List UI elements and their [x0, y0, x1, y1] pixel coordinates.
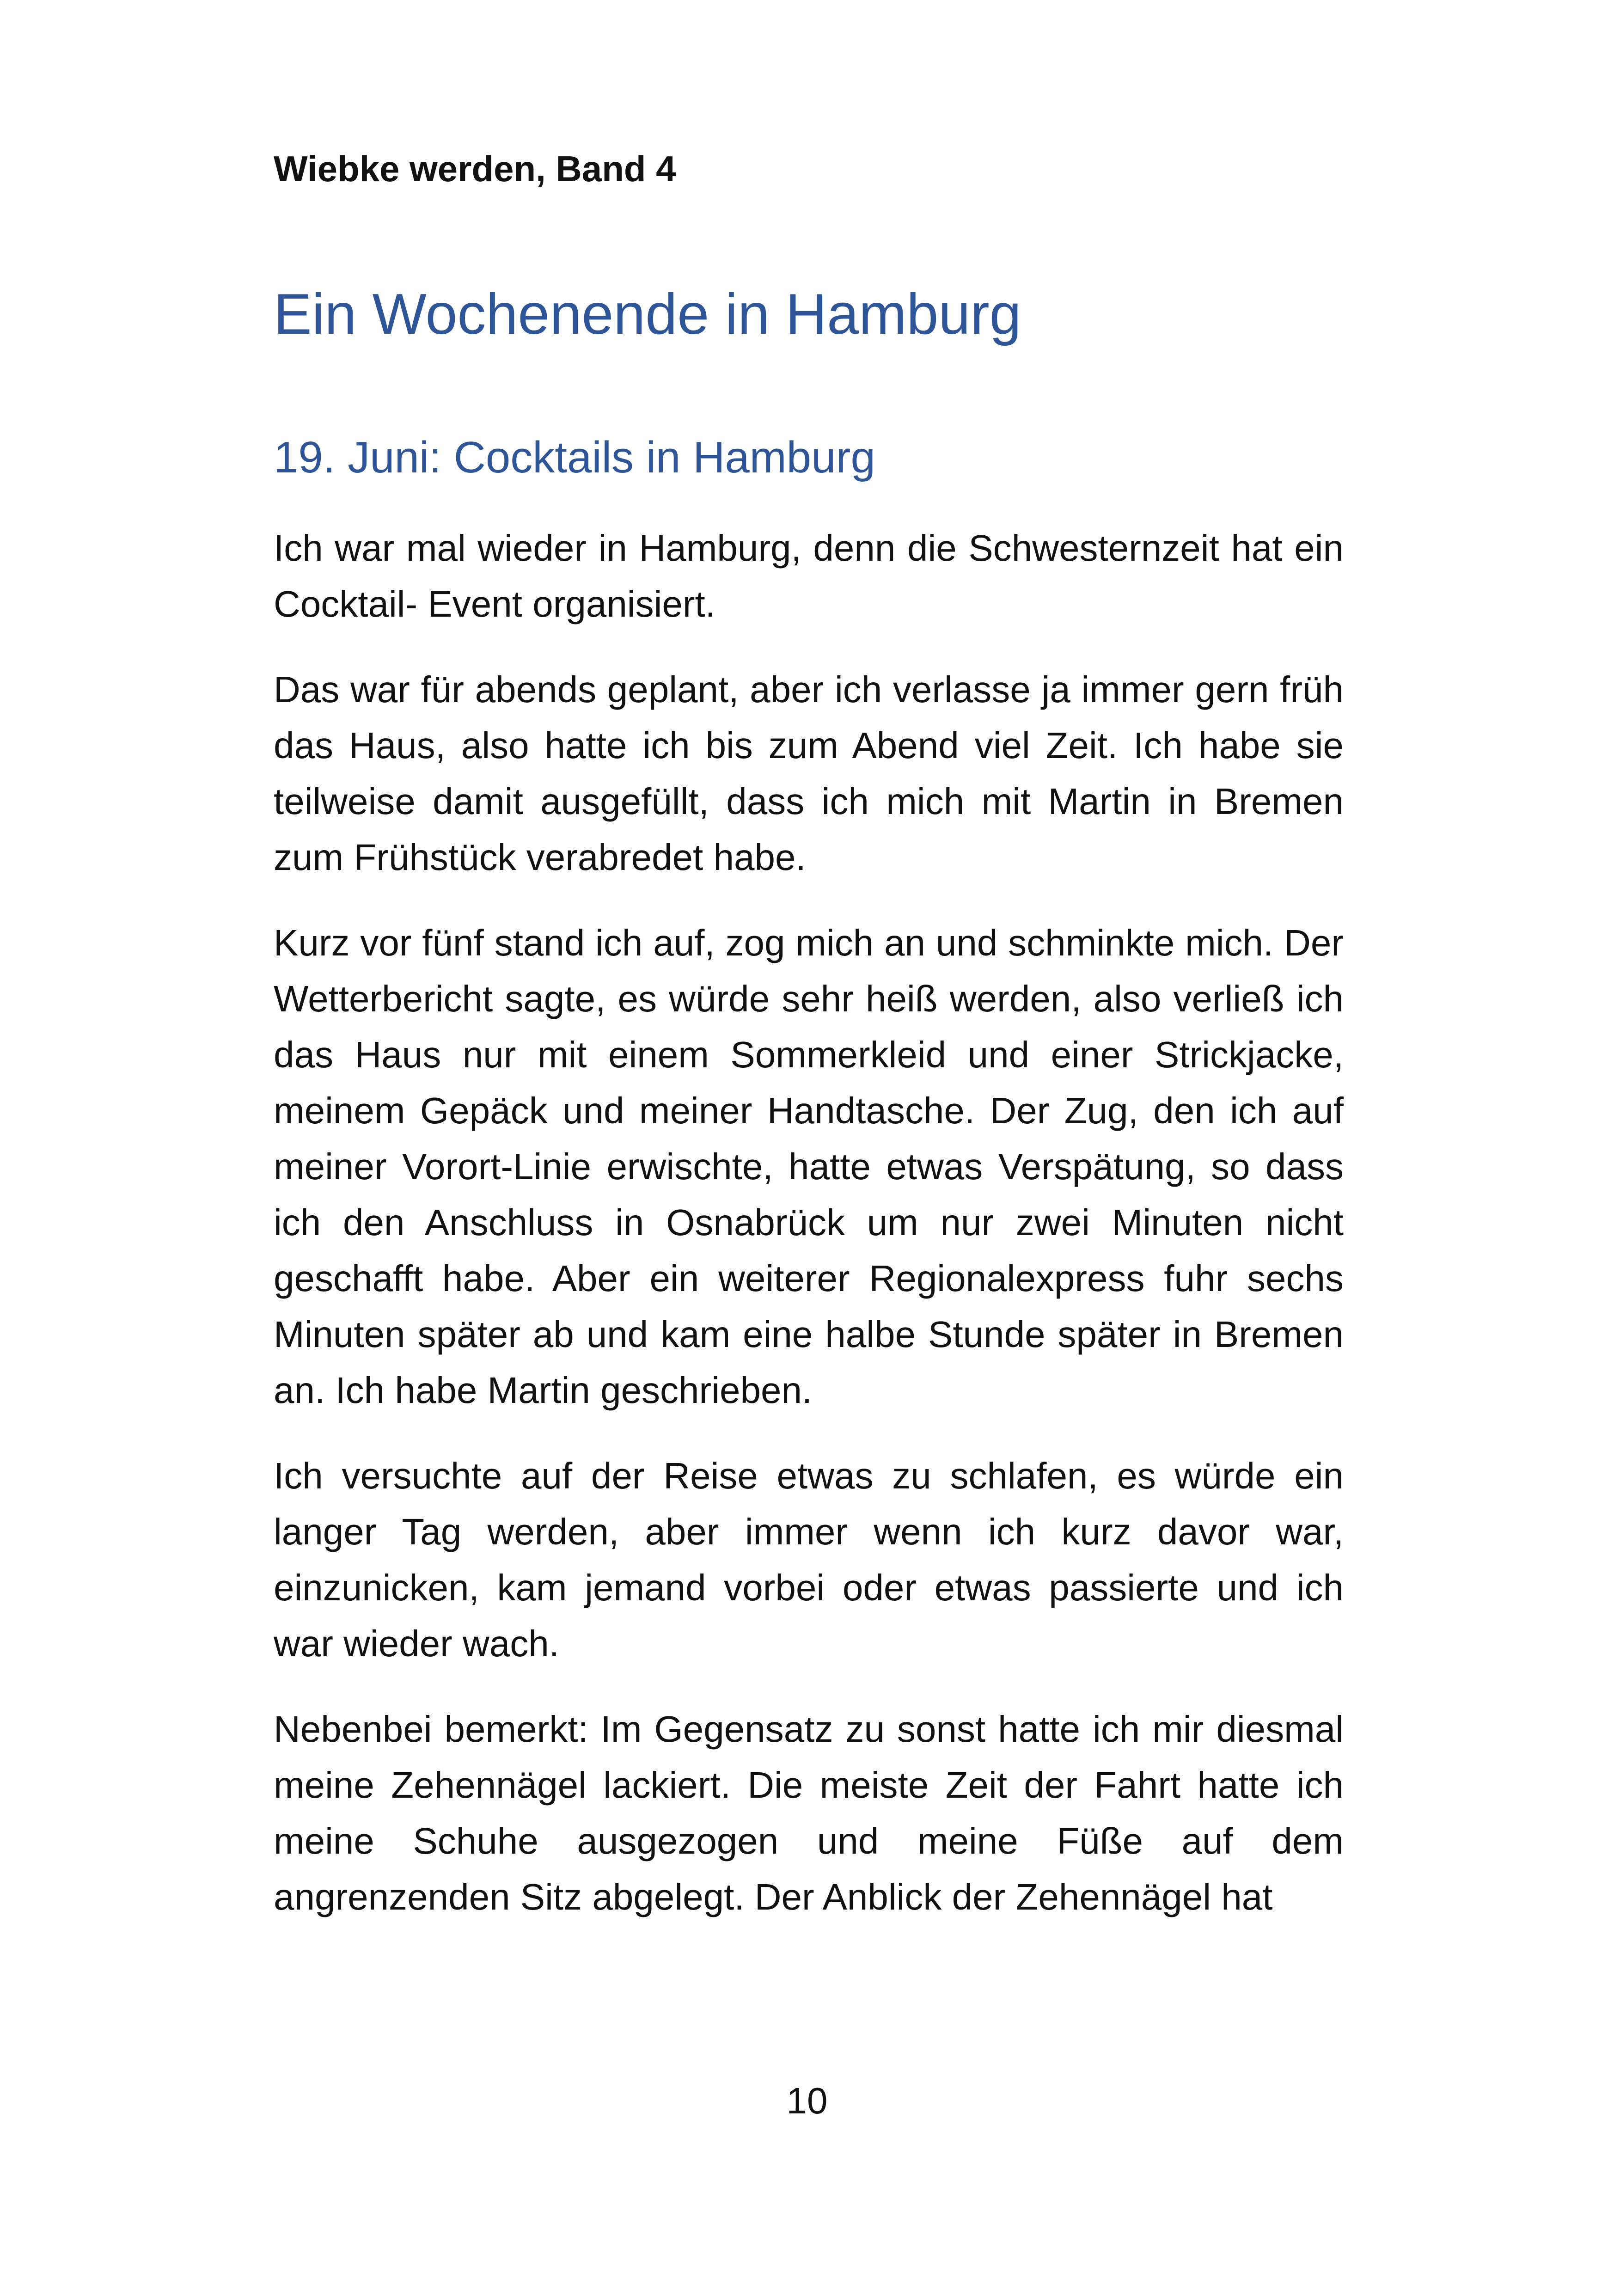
chapter-title: Ein Wochenende in Hamburg — [274, 282, 1021, 346]
running-header: Wiebke werden, Band 4 — [274, 148, 676, 189]
paragraph: Nebenbei bemerkt: Im Gegensatz zu sonst hatte ich mir diesmal meine Zehennägel lackiert. Die meiste Zeit der Fahrt hatte ich meine Schuhe ausgezogen und meine Füße auf dem angrenzenden Sitz abgelegt. Der Anblick der Zehennägel hat — [274, 1708, 1344, 1917]
paragraph: Das war für abends geplant, aber ich verlasse ja immer gern früh das Haus, also hatte ich bis zum Abend viel Zeit. Ich habe sie teilweise damit ausgefüllt, dass ich mich mit Martin in Bremen zum Frühstück verabredet habe. — [274, 669, 1344, 878]
paragraph: Ich war mal wieder in Hamburg, denn die Schwesternzeit hat ein Cocktail- Event organisiert. — [274, 527, 1344, 625]
paragraph: Kurz vor fünf stand ich auf, zog mich an und schminkte mich. Der Wetterbericht sagte, es würde sehr heiß werden, also verließ ich das Haus nur mit einem Sommerkleid und einer Strickjacke, meinem Gepäck und meiner Handtasche. Der Zug, den ich auf meiner Vorort-Linie erwischte, hatte etwas Verspätung, so dass ich den Anschluss in Osnabrück um nur zwei Minuten nicht geschafft habe. Aber ein weiterer Regionalexpress fuhr sechs Minuten später ab und kam eine halbe Stunde später in Bremen an. Ich habe Martin geschrieben. — [274, 922, 1344, 1411]
page-number: 10 — [786, 2080, 828, 2121]
section-title: 19. Juni: Cocktails in Hamburg — [274, 433, 875, 482]
paragraph: Ich versuchte auf der Reise etwas zu schlafen, es würde ein langer Tag werden, aber immer wenn ich kurz davor war, einzunicken, kam jemand vorbei oder etwas passierte und ich war wieder wach. — [274, 1455, 1344, 1664]
body-text — [274, 520, 1344, 1954]
